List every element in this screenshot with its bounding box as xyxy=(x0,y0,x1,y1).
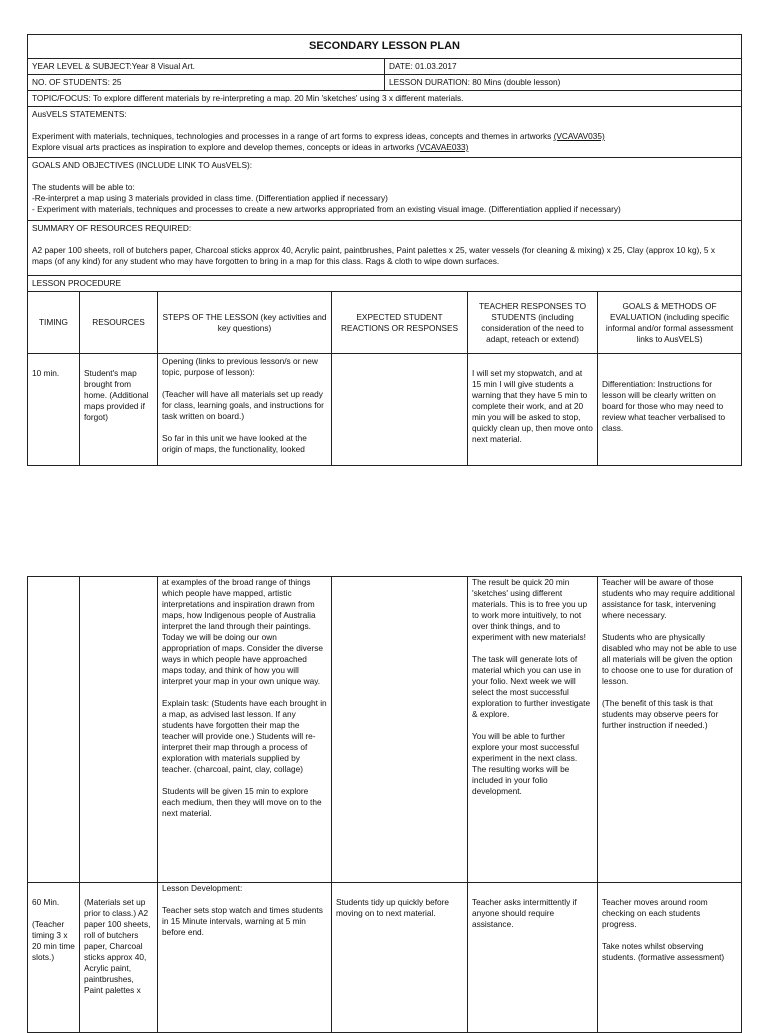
ausvels-code-1: (VCAVAV035) xyxy=(553,131,605,141)
row1-timing: 10 min. xyxy=(28,354,80,466)
header-reactions: EXPECTED STUDENT REACTIONS OR RESPONSES xyxy=(332,292,468,354)
row3-timing xyxy=(28,883,80,1033)
row3-resources: (Materials set up prior to class.) A2 paper 100 sheets, roll of butchers paper, Charcoal sticks approx 40, Acrylic paint, paintbrushes, Paint palettes x xyxy=(80,883,158,1033)
row3-steps-heading: Lesson Development: xyxy=(162,883,243,893)
row1-reactions xyxy=(332,354,468,466)
row2-reactions xyxy=(332,577,468,883)
row2-goals-1: Teacher will be aware of those students who may require additional assistance for task, intervening where necessary. xyxy=(602,577,735,620)
table-row xyxy=(28,577,742,883)
topic-cell: TOPIC/FOCUS: To explore different materials by re-interpreting a map. 20 Min 'sketches' using 3 x different materials. xyxy=(28,91,742,107)
row3-reactions: Students tidy up quickly before moving on to next material. xyxy=(332,883,468,1033)
header-goals-evaluation: GOALS & METHODS OF EVALUATION (including specific informal and/or formal assessment links to AusVELS) xyxy=(598,292,742,354)
row3-timing-duration: 60 Min. xyxy=(32,897,60,907)
row1-steps xyxy=(158,354,332,466)
row2-teacher xyxy=(468,577,598,883)
goals-item-1: -Re-interpret a map using 3 materials provided in class time. (Differentiation applied if necessary) xyxy=(32,193,388,203)
row3-teacher: Teacher asks intermittently if anyone should require assistance. xyxy=(468,883,598,1033)
row1-steps-opening: Opening (links to previous lesson/s or new topic, purpose of lesson): xyxy=(162,356,318,377)
goals-item-2: - Experiment with materials, techniques and processes to create a new artworks appropriated from an existing visual image. (Differentiation applied if necessary) xyxy=(32,204,621,214)
row1-teacher: I will set my stopwatch, and at 15 min I will give students a warning that they have 5 min to complete their work, and at 20 min you will be asked to stop, quickly clean up, then move onto next material. xyxy=(468,354,598,466)
duration-cell: LESSON DURATION: 80 Mins (double lesson) xyxy=(385,75,742,91)
row3-goals xyxy=(598,883,742,1033)
row1-goals: Differentiation: Instructions for lesson will be clearly written on board for those who may need to review what teacher verbalised to class. xyxy=(598,354,742,466)
header-timing: TIMING xyxy=(28,292,80,354)
goals-cell xyxy=(28,158,742,221)
row1-steps-context: So far in this unit we have looked at the origin of maps, the functionality, looked xyxy=(162,433,307,454)
students-cell: NO. OF STUDENTS: 25 xyxy=(28,75,385,91)
lesson-plan-header-table xyxy=(27,34,742,292)
header-resources: RESOURCES xyxy=(80,292,158,354)
goals-intro: The students will be able to: xyxy=(32,182,135,192)
row1-steps-setup: (Teacher will have all materials set up ready for class, learning goals, and instructions for task written on board.) xyxy=(162,389,324,421)
row2-steps xyxy=(158,577,332,883)
row2-teacher-1: The result be quick 20 min 'sketches' using different materials. This is to free you up to work more intuitively, to not over think things, and to experiment with new materials! xyxy=(472,577,588,642)
procedure-table xyxy=(27,291,742,466)
row2-steps-task: Explain task: (Students have each brought in a map, as advised last lesson. If any students have forgotten their map the teacher will provide one.) Students will re-interpret their map through a process of exploration with materials supplied by teacher. (charcoal, paint, clay, collage) xyxy=(162,698,327,774)
table-row xyxy=(28,883,742,1033)
resources-heading: SUMMARY OF RESOURCES REQUIRED: xyxy=(32,223,192,233)
table-row xyxy=(28,354,742,466)
row2-goals-2: Students who are physically disabled who may not be able to use all materials will be given the option to choose one to use for duration of lesson. xyxy=(602,632,737,686)
resources-cell xyxy=(28,221,742,276)
header-steps: STEPS OF THE LESSON (key activities and key questions) xyxy=(158,292,332,354)
year-level-cell: YEAR LEVEL & SUBJECT:Year 8 Visual Art. xyxy=(28,59,385,75)
row1-resources: Student's map brought from home. (Additional maps provided if forgot) xyxy=(80,354,158,466)
ausvels-code-2: (VCAVAE033) xyxy=(416,142,469,152)
row2-goals-3: (The benefit of this task is that students may observe peers for further instruction if needed.) xyxy=(602,698,719,730)
row3-steps xyxy=(158,883,332,1033)
ausvels-statement-2: Explore visual arts practices as inspiration to explore and develop themes, concepts or ideas in artworks xyxy=(32,142,415,152)
procedure-heading: LESSON PROCEDURE xyxy=(28,276,742,292)
goals-heading: GOALS AND OBJECTIVES (INCLUDE LINK TO AusVELS): xyxy=(32,160,253,170)
document-title: SECONDARY LESSON PLAN xyxy=(28,35,742,59)
procedure-table-continued xyxy=(27,576,742,1033)
row2-goals xyxy=(598,577,742,883)
row2-teacher-3: You will be able to further explore your most successful experiment in the next class. The resulting works will be included in your folio development. xyxy=(472,731,579,796)
resources-text: A2 paper 100 sheets, roll of butchers paper, Charcoal sticks approx 40, Acrylic paint, paintbrushes, Paint palettes x 25, water vessels (for cleaning & mixing) x 25, Clay (approx 10 kg), 5 x maps (of any kind) for any student who may have forgotten to bring in a map for this class. Rags & cloth to wipe down surfaces. xyxy=(32,245,715,266)
row2-teacher-2: The task will generate lots of material which you can use in your folio. Next week we will select the most successful exploration to further investigate & explore. xyxy=(472,654,591,719)
row3-steps-body: Teacher sets stop watch and times students in 15 Minute intervals, warning at 5 min before end. xyxy=(162,905,323,937)
date-cell: DATE: 01.03.2017 xyxy=(385,59,742,75)
row3-goals-2: Take notes whilst observing students. (formative assessment) xyxy=(602,941,725,962)
row2-resources xyxy=(80,577,158,883)
row2-timing xyxy=(28,577,80,883)
header-teacher-responses: TEACHER RESPONSES TO STUDENTS (including consideration of the need to adapt, reteach or extend) xyxy=(468,292,598,354)
row3-timing-slots: (Teacher timing 3 x 20 min time slots.) xyxy=(32,919,75,962)
row2-steps-timing: Students will be given 15 min to explore each medium, then they will move on to the next material. xyxy=(162,786,322,818)
ausvels-statement-1: Experiment with materials, techniques, technologies and processes in a range of art forms to express ideas, concepts and themes in artworks xyxy=(32,131,552,141)
row3-goals-1: Teacher moves around room checking on each students progress. xyxy=(602,897,708,929)
row2-steps-intro: at examples of the broad range of things which people have mapped, artistic interpretations and inspiration drawn from maps, how Indigenous people of Australia interpret the land through their paintings. Today we will be doing our own appropriation of maps. Consider the diverse ways in which people have approached maps today, and think of how you will interpret your map in your own unique way. xyxy=(162,577,323,686)
ausvels-cell xyxy=(28,107,742,158)
ausvels-heading: AusVELS STATEMENTS: xyxy=(32,109,127,119)
lesson-plan-page-1 xyxy=(27,34,741,466)
lesson-plan-page-2 xyxy=(27,576,741,1033)
